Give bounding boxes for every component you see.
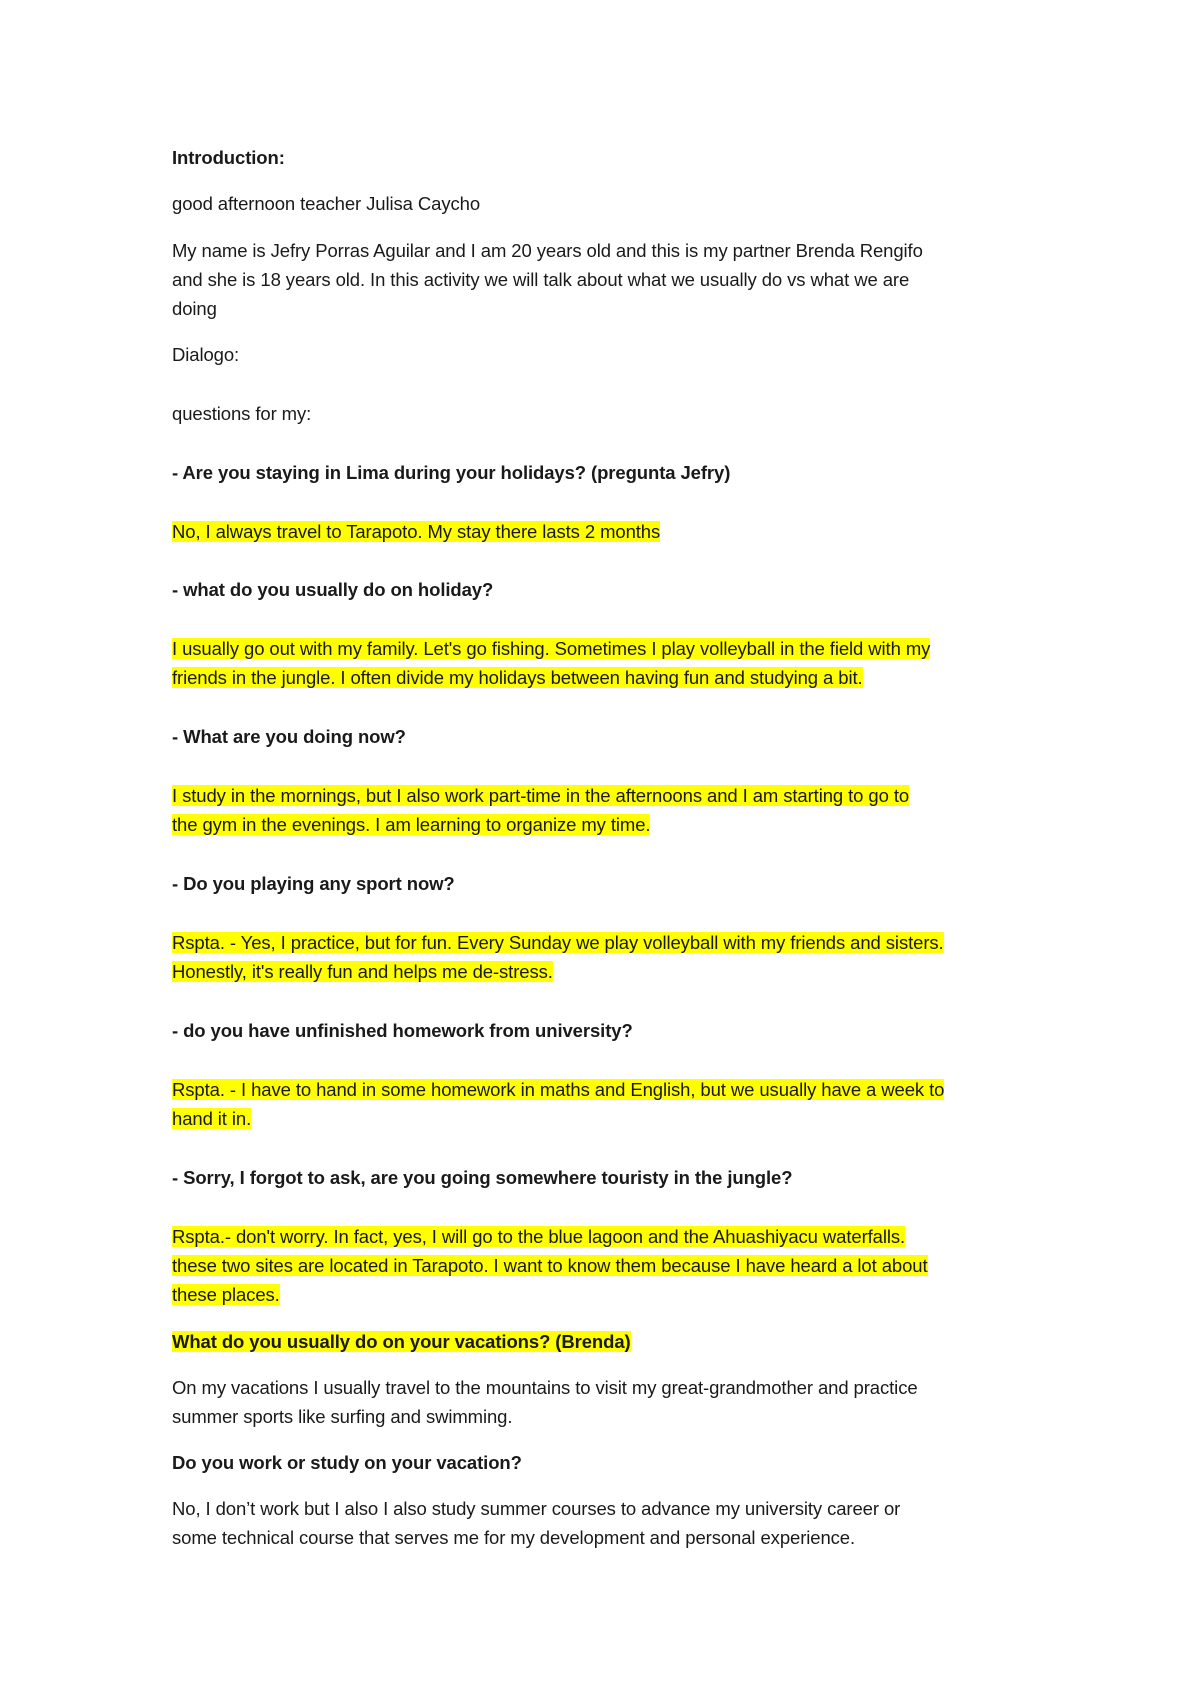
answer-line: some technical course that serves me for my development and personal experience. <box>172 1527 856 1548</box>
highlighted-answer-text: hand it in. <box>172 1108 252 1129</box>
question-text: - what do you usually do on holiday? <box>172 579 494 600</box>
highlighted-answer-text: friends in the jungle. I often divide my holidays between having fun and studying a bit. <box>172 667 863 688</box>
intro-paragraph-line: and she is 18 years old. In this activity we will talk about what we usually do vs what we are <box>172 269 910 290</box>
highlighted-answer-text: Rspta. - I have to hand in some homework in maths and English, but we usually have a week to <box>172 1079 945 1100</box>
work-question: Do you work or study on your vacation? <box>172 1452 522 1473</box>
answer-line: summer sports like surfing and swimming. <box>172 1406 513 1427</box>
answer-line <box>172 1104 251 1133</box>
answer-line: On my vacations I usually travel to the mountains to visit my great-grandmother and practice <box>172 1377 918 1398</box>
answer-line <box>172 634 930 663</box>
greeting-text: good afternoon teacher Julisa Caycho <box>172 193 481 214</box>
answer-line <box>172 663 863 692</box>
highlighted-answer-text: these places. <box>172 1284 280 1305</box>
dialogo-label: Dialogo: <box>172 344 240 365</box>
answer-line <box>172 517 660 546</box>
questions-label: questions for my: <box>172 403 312 424</box>
question-text: - Sorry, I forgot to ask, are you going somewhere touristy in the jungle? <box>172 1167 793 1188</box>
answer-line <box>172 957 553 986</box>
answer-line <box>172 1222 905 1251</box>
highlighted-question-text: What do you usually do on your vacations? (Brenda) <box>172 1331 631 1352</box>
answer-line: No, I don’t work but I also I also study summer courses to advance my university career or <box>172 1498 901 1519</box>
answer-line <box>172 1251 928 1280</box>
question-text: - Are you staying in Lima during your holidays? (pregunta Jefry) <box>172 462 731 483</box>
answer-line <box>172 810 650 839</box>
question-text: - Do you playing any sport now? <box>172 873 455 894</box>
highlighted-answer-text: I usually go out with my family. Let's go fishing. Sometimes I play volleyball in the field with my <box>172 638 931 659</box>
answer-line <box>172 781 909 810</box>
highlighted-answer-text: the gym in the evenings. I am learning to organize my time. <box>172 814 651 835</box>
intro-paragraph-line: My name is Jefry Porras Aguilar and I am 20 years old and this is my partner Brenda Rengifo <box>172 240 923 261</box>
intro-paragraph-line: doing <box>172 298 217 319</box>
highlighted-answer-text: I study in the mornings, but I also work part-time in the afternoons and I am starting to go to <box>172 785 910 806</box>
highlighted-answer-text: Rspta. - Yes, I practice, but for fun. Every Sunday we play volleyball with my friends and sisters. <box>172 932 944 953</box>
brenda-question <box>172 1327 631 1356</box>
answer-line <box>172 1280 280 1309</box>
introduction-heading: Introduction: <box>172 147 285 168</box>
highlighted-answer-text: Rspta.- don't worry. In fact, yes, I will go to the blue lagoon and the Ahuashiyacu waterfalls. <box>172 1226 906 1247</box>
highlighted-answer-text: No, I always travel to Tarapoto. My stay there lasts 2 months <box>172 521 661 542</box>
question-text: - What are you doing now? <box>172 726 406 747</box>
highlighted-answer-text: Honestly, it's really fun and helps me de-stress. <box>172 961 553 982</box>
answer-line <box>172 928 944 957</box>
answer-line <box>172 1075 944 1104</box>
question-text: - do you have unfinished homework from university? <box>172 1020 633 1041</box>
highlighted-answer-text: these two sites are located in Tarapoto. I want to know them because I have heard a lot about <box>172 1255 928 1276</box>
